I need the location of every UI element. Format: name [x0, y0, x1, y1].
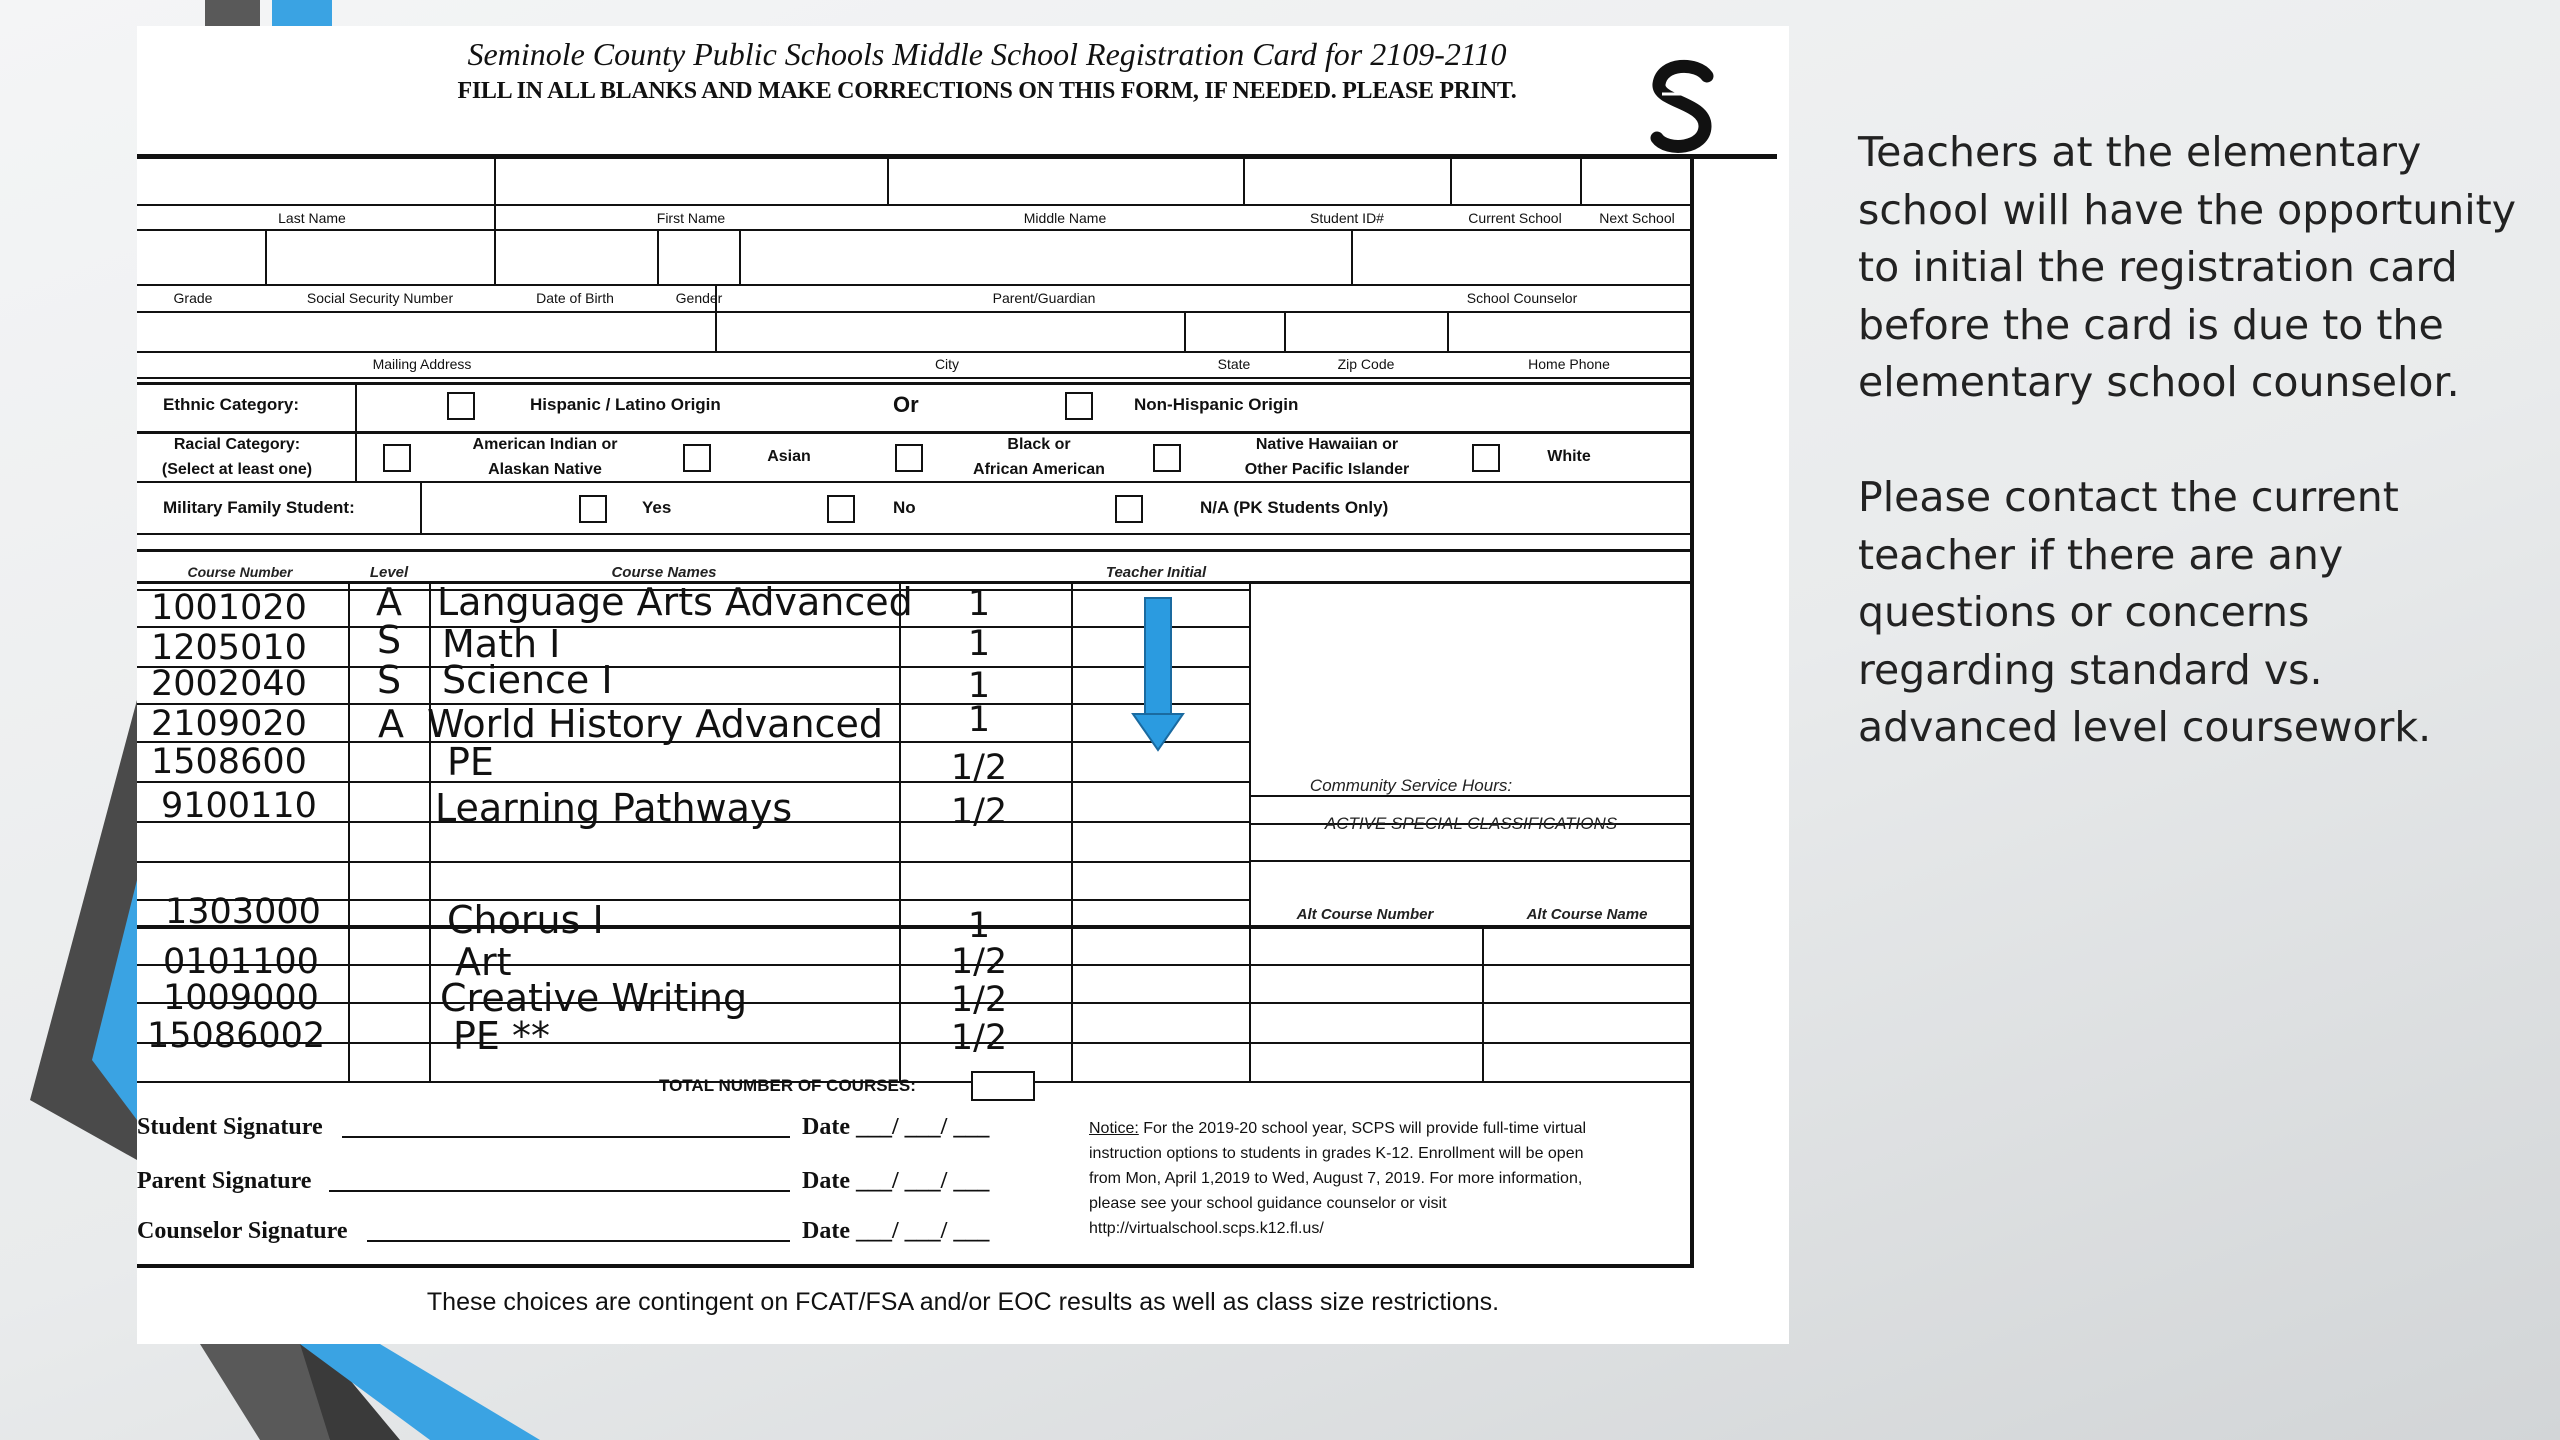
- military-na-label: N/A (PK Students Only): [1200, 498, 1389, 517]
- registration-card: [137, 26, 1789, 1344]
- military-label: Military Family Student:: [163, 498, 355, 517]
- student-date[interactable]: Date ___/ ___/ ___: [802, 1114, 990, 1140]
- course-name: World History Advanced: [427, 702, 883, 746]
- form-subtitle: FILL IN ALL BLANKS AND MAKE CORRECTIONS ON THIS FORM, IF NEEDED. PLEASE PRINT.: [457, 78, 1517, 104]
- course-number: 1508600: [151, 742, 307, 782]
- side-paragraph-2: Please contact the current teacher if there are any questions or concerns regarding standard vs. advanced level coursework.: [1858, 473, 2432, 751]
- label-home-phone: Home Phone: [1528, 356, 1610, 372]
- label-dob: Date of Birth: [536, 290, 614, 306]
- military-yes-checkbox[interactable]: [579, 495, 607, 523]
- american-indian-label: American Indian or Alaskan Native: [472, 436, 618, 478]
- hawaiian-checkbox[interactable]: [1153, 444, 1181, 472]
- teacher-initial-header: Teacher Initial: [1105, 564, 1207, 581]
- course-level: S: [376, 618, 402, 662]
- course-credit: 1/2: [950, 942, 1008, 982]
- community-service-label: Community Service Hours:: [1309, 776, 1513, 795]
- course-number: 1001020: [151, 588, 307, 628]
- course-credit: 1: [967, 666, 991, 706]
- white-checkbox[interactable]: [1472, 444, 1500, 472]
- course-number: 0101100: [163, 942, 319, 982]
- total-courses-label: TOTAL NUMBER OF COURSES:: [659, 1076, 916, 1095]
- label-student-id: Student ID#: [1310, 210, 1384, 226]
- hispanic-label: Hispanic / Latino Origin: [530, 395, 721, 414]
- course-number: 2002040: [151, 664, 307, 704]
- course-name: PE **: [453, 1014, 551, 1058]
- label-first-name: First Name: [656, 210, 726, 226]
- course-credit: 1: [967, 906, 991, 946]
- label-state: State: [1217, 356, 1251, 372]
- black-label: Black or African American: [973, 436, 1105, 478]
- counselor-signature-label: Counselor Signature: [137, 1218, 348, 1244]
- form-title: Seminole County Public Schools Middle School Registration Card for 2109-2110: [467, 36, 1507, 72]
- military-yes-label: Yes: [642, 498, 672, 517]
- military-no-checkbox[interactable]: [827, 495, 855, 523]
- course-credit: 1/2: [950, 748, 1008, 788]
- hawaiian-label: Native Hawaiian or Other Pacific Islander: [1244, 436, 1410, 478]
- non-hispanic-checkbox[interactable]: [1065, 392, 1093, 420]
- course-name: Language Arts Advanced: [437, 580, 913, 624]
- course-number: 1009000: [163, 978, 319, 1018]
- parent-signature-line[interactable]: [329, 1190, 790, 1192]
- down-arrow-icon: [1131, 596, 1185, 756]
- label-city: City: [934, 356, 960, 372]
- military-na-checkbox[interactable]: [1115, 495, 1143, 523]
- military-no-label: No: [893, 498, 916, 517]
- virtual-school-notice: Notice: For the 2019-20 school year, SCPS will provide full-time virtual instruction options to students in grades K-12. Enrollment will be open from Mon, April 1,2019 to Wed, August 7, 2019. For more information, please see your school guidance counselor or visit http://virtualschool.scps.k12.fl.us/: [1089, 1120, 1587, 1237]
- district-logo-icon: [1637, 54, 1727, 164]
- course-number: 15086002: [147, 1016, 326, 1056]
- course-name: Creative Writing: [440, 976, 748, 1020]
- course-number: 9100110: [161, 786, 317, 826]
- label-current-school: Current School: [1468, 210, 1562, 226]
- white-label: White: [1547, 448, 1591, 465]
- label-ssn: Social Security Number: [306, 290, 454, 306]
- special-classifications-label: ACTIVE SPECIAL CLASSIFICATIONS: [1324, 814, 1618, 833]
- label-middle-name: Middle Name: [1023, 210, 1107, 226]
- hispanic-checkbox[interactable]: [447, 392, 475, 420]
- course-name: Learning Pathways: [435, 786, 793, 830]
- or-label: Or: [893, 392, 919, 417]
- course-number-header: Course Number: [187, 564, 293, 580]
- course-credit: 1/2: [950, 1018, 1008, 1058]
- asian-label: Asian: [767, 448, 811, 465]
- ethnic-category-label: Ethnic Category:: [163, 395, 300, 414]
- course-name: Math I: [442, 622, 561, 666]
- counselor-date[interactable]: Date ___/ ___/ ___: [802, 1218, 990, 1244]
- course-name: Science I: [442, 658, 613, 702]
- course-credit: 1/2: [950, 792, 1008, 832]
- parent-date[interactable]: Date ___/ ___/ ___: [802, 1168, 990, 1194]
- student-signature-line[interactable]: [342, 1136, 790, 1138]
- course-credit: 1/2: [950, 980, 1008, 1020]
- label-last-name: Last Name: [278, 210, 346, 226]
- label-counselor: School Counselor: [1466, 290, 1578, 306]
- parent-signature-label: Parent Signature: [137, 1168, 312, 1194]
- student-signature-label: Student Signature: [137, 1114, 323, 1140]
- label-mailing-address: Mailing Address: [372, 356, 472, 372]
- label-next-school: Next School: [1599, 210, 1675, 226]
- side-paragraph-1: Teachers at the elementary school will have the opportunity to initial the registration card before the card is due to the elementary school counselor.: [1858, 128, 2517, 406]
- level-header: Level: [369, 564, 409, 581]
- course-number: 1303000: [165, 892, 321, 932]
- non-hispanic-label: Non-Hispanic Origin: [1134, 395, 1299, 414]
- form-footnote: These choices are contingent on FCAT/FSA and/or EOC results as well as class size restrictions.: [426, 1288, 1500, 1316]
- course-number: 2109020: [151, 704, 307, 744]
- course-credit: 1: [967, 584, 991, 624]
- total-courses-box[interactable]: [971, 1071, 1035, 1101]
- course-names-header: Course Names: [611, 564, 717, 581]
- course-number: 1205010: [151, 628, 307, 668]
- counselor-signature-line[interactable]: [367, 1240, 790, 1242]
- label-gender: Gender: [675, 290, 723, 306]
- asian-checkbox[interactable]: [683, 444, 711, 472]
- course-level: A: [376, 580, 402, 624]
- course-credit: 1: [967, 700, 991, 740]
- alt-course-number-header: Alt Course Number: [1296, 906, 1434, 923]
- course-level: S: [376, 658, 402, 702]
- course-credit: 1: [967, 624, 991, 664]
- racial-category-label: Racial Category: (Select at least one): [161, 436, 313, 478]
- course-name: Chorus I: [447, 898, 604, 942]
- label-parent: Parent/Guardian: [992, 290, 1096, 306]
- alt-course-name-header: Alt Course Name: [1526, 906, 1648, 923]
- american-indian-checkbox[interactable]: [383, 444, 411, 472]
- black-checkbox[interactable]: [895, 444, 923, 472]
- course-name: PE: [447, 740, 494, 784]
- label-grade: Grade: [173, 290, 213, 306]
- label-zip: Zip Code: [1337, 356, 1395, 372]
- course-name: Art: [455, 940, 512, 984]
- course-level: A: [378, 702, 404, 746]
